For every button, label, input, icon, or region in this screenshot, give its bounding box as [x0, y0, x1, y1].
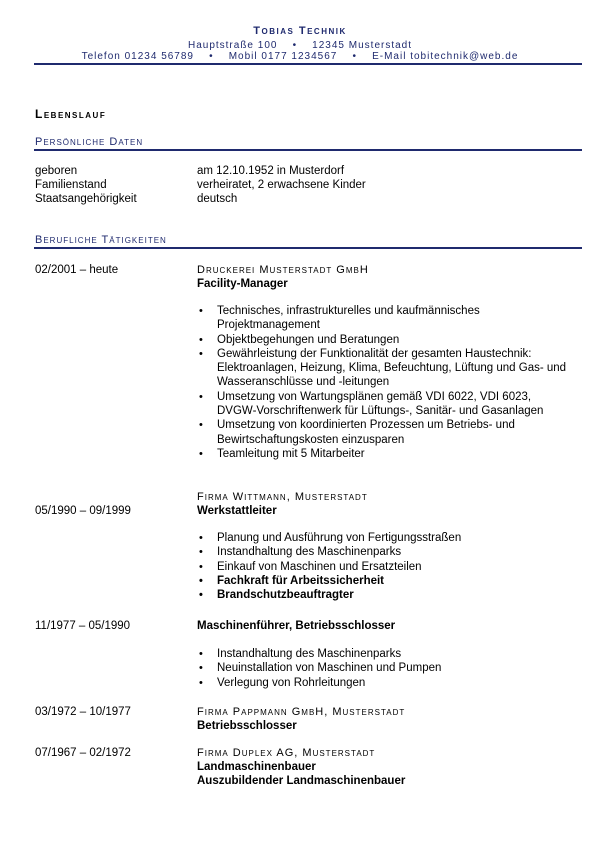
- job-company: Druckerei Musterstadt GmbH: [197, 264, 369, 276]
- job-bullet: • Instandhaltung des Maschinenparks: [197, 647, 572, 661]
- job-bullet: • Instandhaltung des Maschinenparks: [197, 545, 572, 559]
- document-title: Lebenslauf: [35, 107, 107, 121]
- personal-label-born: geboren: [35, 165, 78, 177]
- contact-line: Telefon 01234 56789 • Mobil 0177 1234567 • E-Mail tobitechnik@web.de: [81, 51, 519, 62]
- job-bullet: • Objektbegehungen und Beratungen: [197, 333, 572, 347]
- personal-label-nationality: Staatsangehörigkeit: [35, 193, 137, 205]
- job-company: Firma Duplex AG, Musterstadt: [197, 747, 376, 759]
- job-bullet: • Neuinstallation von Maschinen und Pumpen: [197, 661, 572, 675]
- job-company: Firma Wittmann, Musterstadt: [197, 491, 368, 503]
- job-bullet: • Planung und Ausführung von Fertigungsstraßen: [197, 531, 572, 545]
- job-role: Facility-Manager: [197, 278, 288, 290]
- personal-label-family: Familienstand: [35, 179, 107, 191]
- job-date: 11/1977 – 05/1990: [35, 620, 131, 632]
- section-heading-personal: Persönliche Daten: [35, 136, 144, 148]
- job-bullet-list: [197, 647, 572, 690]
- job-date: 03/1972 – 10/1977: [35, 706, 131, 718]
- job-date: 05/1990 – 09/1999: [35, 505, 131, 517]
- header-rule: [34, 63, 582, 65]
- section-rule-personal: [34, 149, 582, 151]
- job-role-secondary: Auszubildender Landmaschinenbauer: [197, 775, 406, 787]
- job-role: Werkstattleiter: [197, 505, 277, 517]
- job-bullet: • Teamleitung mit 5 Mitarbeiter: [197, 447, 572, 461]
- personal-value-born: am 12.10.1952 in Musterdorf: [197, 165, 345, 177]
- personal-value-nationality: deutsch: [197, 193, 238, 205]
- job-company: Firma Pappmann GmbH, Musterstadt: [197, 706, 406, 718]
- job-bullet: • Umsetzung von Wartungsplänen gemäß VDI 6022, VDI 6023, DVGW-Vorschriftenwerk für Lüftungs-, Sanitär- und Gasanlagen: [197, 390, 572, 419]
- job-date: 07/1967 – 02/1972: [35, 747, 131, 759]
- job-bullet: • Technisches, infrastrukturelles und kaufmännisches Projektmanagement: [197, 304, 572, 333]
- job-bullet: • Fachkraft für Arbeitssicherheit: [197, 574, 572, 588]
- address-line: Hauptstraße 100 • 12345 Musterstadt: [187, 40, 413, 51]
- job-bullet: • Gewährleistung der Funktionalität der gesamten Haustechnik: Elektroanlagen, Heizung, Klima, Befeuchtung, Lüftung und Gas- und Wasseranschlüsse und -leitungen: [197, 347, 572, 390]
- job-bullet: • Verlegung von Rohrleitungen: [197, 676, 572, 690]
- job-bullet: • Einkauf von Maschinen und Ersatzteilen: [197, 560, 572, 574]
- job-bullet-list: [197, 531, 572, 602]
- job-role: Betriebsschlosser: [197, 720, 297, 732]
- job-bullet: • Umsetzung von koordinierten Prozessen um Betriebs- und Bewirtschaftungskosten einzusparen: [197, 418, 572, 447]
- job-date: 02/2001 – heute: [35, 264, 119, 276]
- personal-value-family: verheiratet, 2 erwachsene Kinder: [197, 179, 366, 191]
- section-rule-career: [34, 247, 582, 249]
- job-bullet-list: [197, 304, 572, 461]
- job-role: Landmaschinenbauer: [197, 761, 316, 773]
- section-heading-career: Berufliche Tätigkeiten: [35, 234, 167, 246]
- job-role: Maschinenführer, Betriebsschlosser: [197, 620, 396, 632]
- job-bullet: • Brandschutzbeauftragter: [197, 588, 572, 602]
- applicant-name: Tobias Technik: [253, 25, 347, 37]
